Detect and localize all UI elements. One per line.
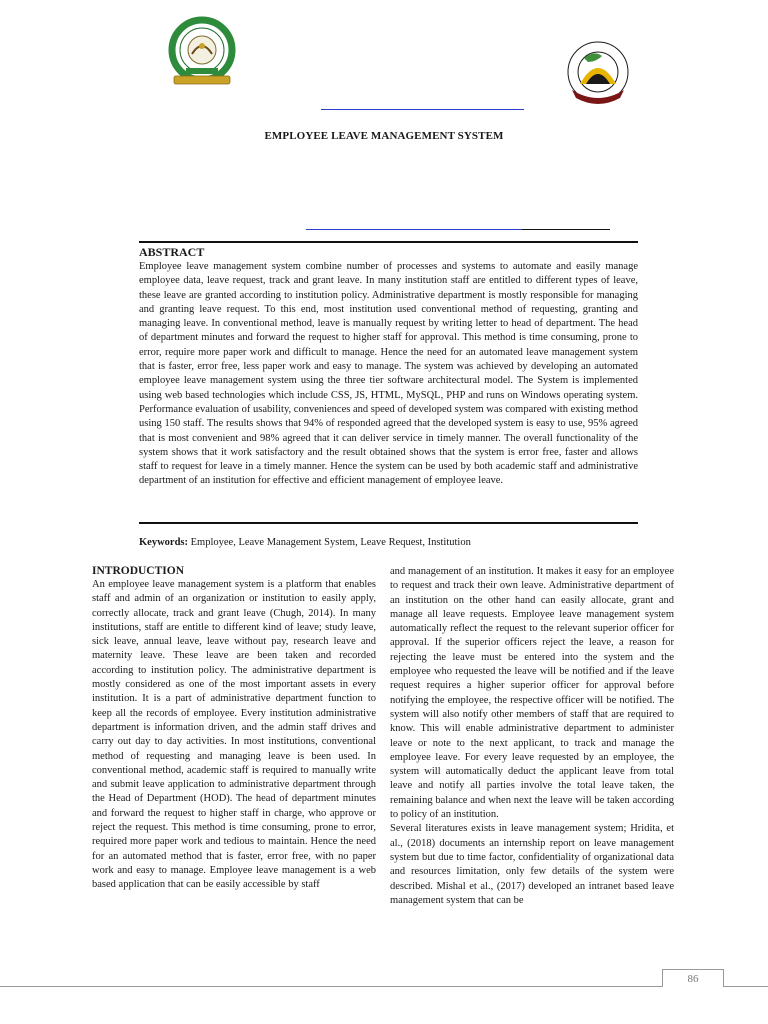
intro-paragraph-left: An employee leave management system is a platform that enables staff and admin of an organization or institution to easily apply, correctly allocate, track and grant leave (Chugh, 2014). In many institutions, staff are entitle to different kind of leave; study leave, sick leave, annual leave, leave without pay, research leave and maternity leave. These leave are been taken and recorded according to institution policy. The administrative department is mostly considered as one of the most important assets in every institution. It is a part of administrative department function to keep all the records of employee. Every institution administrative department is information driven, and the admin staff drives and carry out day to day activities. In most institutions, conventional method of requesting and managing leave is been used. In conventional method, academic staff is required to manually write and submit leave application to administrative department through the Head of Department (HOD). The head of department minutes and forward the request to higher staff in charge, who approve or reject the request. This method is time consuming, prone to error, required more paper work and tedious to maintain. Hence the need for an automated method that is faster, error free, with no paper work and easy to manage. Employee leave management is a web based application that can be easily accessible by staff	[92, 579, 376, 891]
intro-right-column	[390, 565, 674, 908]
introduction-heading: INTRODUCTION	[92, 565, 185, 577]
keywords-list: Employee, Leave Management System, Leave Request, Institution	[188, 537, 471, 548]
header-link-rule	[321, 109, 524, 110]
intro-paragraph-right-1: and management of an institution. It makes it easy for an employee to request and track their own leave. Administrative department of an institution on the other hand can easily allocate, grant and manage all leave requests. Employee leave management system automatically reflect the request to the relevant superior officer for approval. If the superior officers reject the leave, a reason for rejecting the leave must be entered into the system and the employee who requested the leave will be notified and if the leave request requires a higher superior officer for approval before notifying the employee, the respective officer will be notified. The system will also notify other members of staff that are required to know. This will enable administrative department to administer leave or note to the next applicant, to track and manage the employee leave. For every leave requested by an employee, the system will automatically deduct the applicant leave from total leave and notify all parties involve the total leave taken, the remaining balance and when next the leave will be taken according to policy of an institution.	[390, 566, 674, 821]
keywords-label: Keywords:	[139, 537, 188, 548]
journal-seal-icon	[166, 16, 238, 88]
author-rule	[522, 229, 610, 230]
university-seal-icon	[566, 40, 630, 108]
abstract-heading: ABSTRACT	[139, 245, 205, 259]
author-link-rule	[306, 229, 522, 230]
intro-left-column	[92, 564, 376, 893]
abstract-body: Employee leave management system combine number of processes and systems to automate and easily manage employee data, leave request, track and grant leave. In many institution staff are entitled to different types of leave, these leave are granted according to institution policy. Administrative department is mostly responsible for managing and granting leave request. To this end, most institution used conventional method of requesting, granting and managing leave. In conventional method, leave is manually request by writing letter to head of department. The head of department minutes and forward the request to higher staff for approval. This method is time consuming, prone to error, require more paper work and difficult to manage. Hence the need for an automated leave management system that is faster, error free, less paper work and easy to manage. The system was achieved by developing an automated employee leave management system using the three tier software architectural model. The System is implemented using web based technologies which include CSS, JS, HTML, MySQL, PHP and runs on Windows operating system. Performance evaluation of usability, conveniences and speed of developed system was compared with existing method using 150 staff. The results shows that 94% of responded agreed that the developed system is easy to use, 95% agreed that is most convenient and 98% agreed that it can deliver service in timely manner. The overall functionality of the system shows that it work satisfactory and the result obtained shows that the system is error free, faster and allows staff to request for leave in a timely manner. Hence the system can be used by both academic staff and administrative department of an institution for effective and efficient management of employee leave.	[139, 261, 638, 487]
footer-rule-right	[724, 986, 768, 987]
abstract-section	[139, 244, 638, 489]
paper-title: EMPLOYEE LEAVE MANAGEMENT SYSTEM	[264, 130, 504, 142]
page-number: 86	[662, 969, 724, 987]
keywords-line	[139, 536, 638, 550]
abstract-bottom-rule	[139, 522, 638, 524]
abstract-top-rule	[139, 241, 638, 243]
intro-paragraph-right-2: Several literatures exists in leave management system; Hridita, et al., (2018) documents an internship report on leave management system but due to time factor, confidentiality of organizational data and resources limitation, only few details of the system were described. Mishal et al., (2017) developed an intranet based leave management system that can be	[390, 823, 674, 906]
footer-rule	[0, 986, 662, 987]
